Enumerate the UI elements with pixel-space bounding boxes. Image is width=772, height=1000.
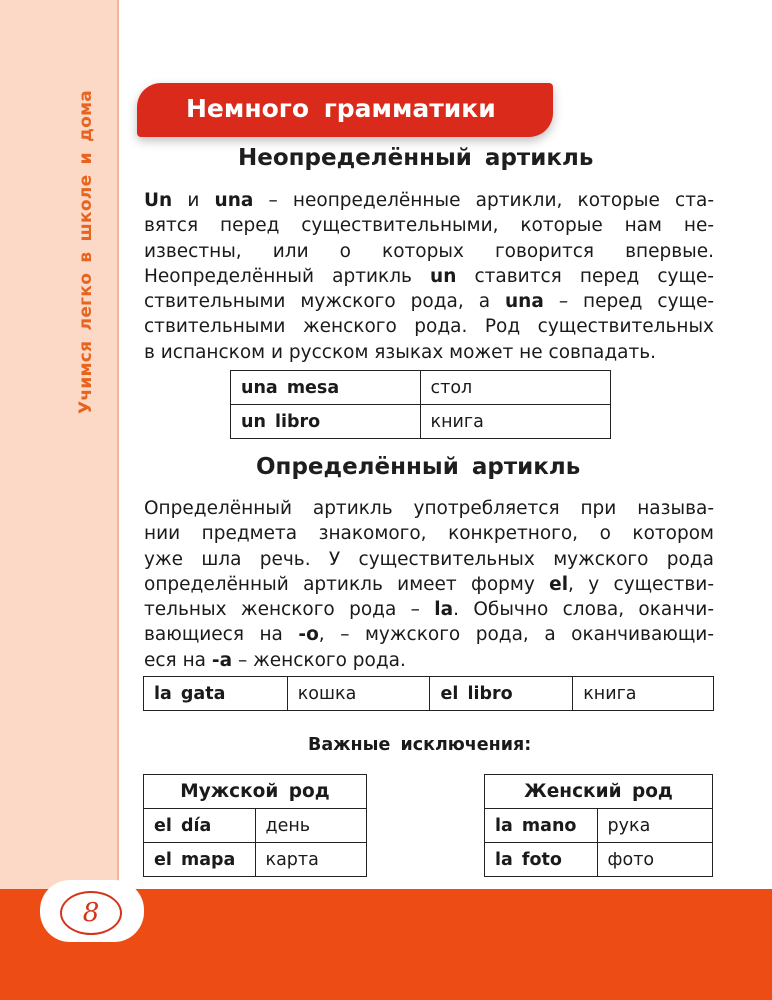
heading-definite-article: Определённый артикль [256, 454, 581, 480]
heading-indefinite-article: Неопределённый артикль [238, 145, 594, 171]
table-row [485, 809, 713, 843]
text-run: – неопределённые артикли, которые ста- [253, 190, 714, 211]
spanish-word-cell: la foto [485, 843, 598, 877]
table-row [144, 677, 714, 711]
text-run: Неопределённый артикль [144, 265, 431, 287]
spanish-word-cell: un libro [231, 405, 421, 439]
text-run: нии предмета знакомого, конкретного, о котором [144, 523, 714, 545]
text-line [144, 314, 714, 339]
table-definite-examples [143, 676, 714, 711]
paragraph-indefinite-article [144, 188, 714, 365]
sidebar [0, 0, 118, 1000]
text-run: , – мужского рода, а оканчивающи- [318, 624, 714, 646]
spanish-term: Un [144, 190, 173, 211]
text-line [144, 547, 714, 572]
russian-word-cell: кошка [287, 677, 430, 711]
table-indefinite-examples [230, 370, 611, 439]
page-number: 8 [60, 891, 122, 935]
table-header-feminine: Женский род [485, 775, 713, 809]
table-row [231, 371, 611, 405]
spanish-term: el [549, 573, 569, 595]
text-run: Определённый артикль употребляется при называ- [144, 498, 714, 519]
spanish-term: una [505, 291, 544, 313]
text-line [144, 496, 714, 521]
text-run: вающиеся на [144, 624, 299, 646]
spine-title: Учимся легко в школе и дома [76, 89, 96, 414]
text-line [144, 622, 714, 647]
paragraph-definite-article [144, 496, 714, 673]
text-run: в испанском и русском языках может не совпадать. [144, 341, 657, 363]
text-run: , у существи- [568, 573, 714, 595]
table-row [144, 843, 367, 877]
spanish-term: un [430, 265, 457, 287]
spanish-word-cell: una mesa [231, 371, 421, 405]
russian-word-cell: книга [573, 677, 714, 711]
russian-word-cell: рука [597, 809, 712, 843]
exceptions-title: Важные исключения: [308, 735, 532, 755]
text-line [144, 340, 714, 365]
text-run: – женского рода. [232, 649, 406, 671]
text-line [144, 188, 714, 213]
russian-word-cell: день [255, 809, 367, 843]
text-run: уже шла речь. У существительных мужского рода [144, 548, 714, 570]
text-line [144, 521, 714, 546]
table-feminine-exceptions [484, 774, 713, 877]
text-run: еся на [144, 649, 212, 671]
spanish-word-cell: la mano [485, 809, 598, 843]
text-line [144, 213, 714, 238]
table-row [485, 843, 713, 877]
text-run: известны, или о которых говорится впервые. [144, 240, 714, 262]
text-line [144, 648, 714, 673]
spanish-word-cell: el día [144, 809, 256, 843]
text-line [144, 572, 714, 597]
spanish-term: una [214, 190, 254, 211]
text-run: тельных женского рода – [144, 599, 435, 621]
text-run: вятся перед существительными, которые нам не- [144, 215, 714, 237]
text-run: ставится перед суще- [456, 265, 714, 287]
text-run: ствительными женского рода. Род существительных [144, 316, 714, 338]
spanish-term: la [434, 599, 454, 621]
spanish-term: -o [298, 624, 319, 646]
text-run: – перед суще- [543, 291, 714, 313]
sidebar-divider [117, 0, 119, 1000]
text-run: ствительными мужского рода, а [144, 291, 506, 313]
text-line [144, 264, 714, 289]
table-masculine-exceptions [143, 774, 367, 877]
table-header-masculine: Мужской род [144, 775, 367, 809]
spanish-word-cell: el mapa [144, 843, 256, 877]
text-line [144, 597, 714, 622]
spanish-word-cell: el libro [430, 677, 573, 711]
russian-word-cell: карта [255, 843, 367, 877]
text-line [144, 289, 714, 314]
russian-word-cell: фото [597, 843, 712, 877]
text-run: и [172, 190, 215, 211]
table-row [144, 809, 367, 843]
text-run: определённый артикль имеет форму [144, 573, 550, 595]
table-row [231, 405, 611, 439]
russian-word-cell: стол [420, 371, 611, 405]
spanish-term: -a [211, 649, 233, 671]
section-title: Немного грамматики [186, 94, 496, 123]
spanish-word-cell: la gata [144, 677, 288, 711]
text-run: . Обычно слова, оканчи- [453, 599, 714, 621]
text-line [144, 239, 714, 264]
russian-word-cell: книга [420, 405, 611, 439]
